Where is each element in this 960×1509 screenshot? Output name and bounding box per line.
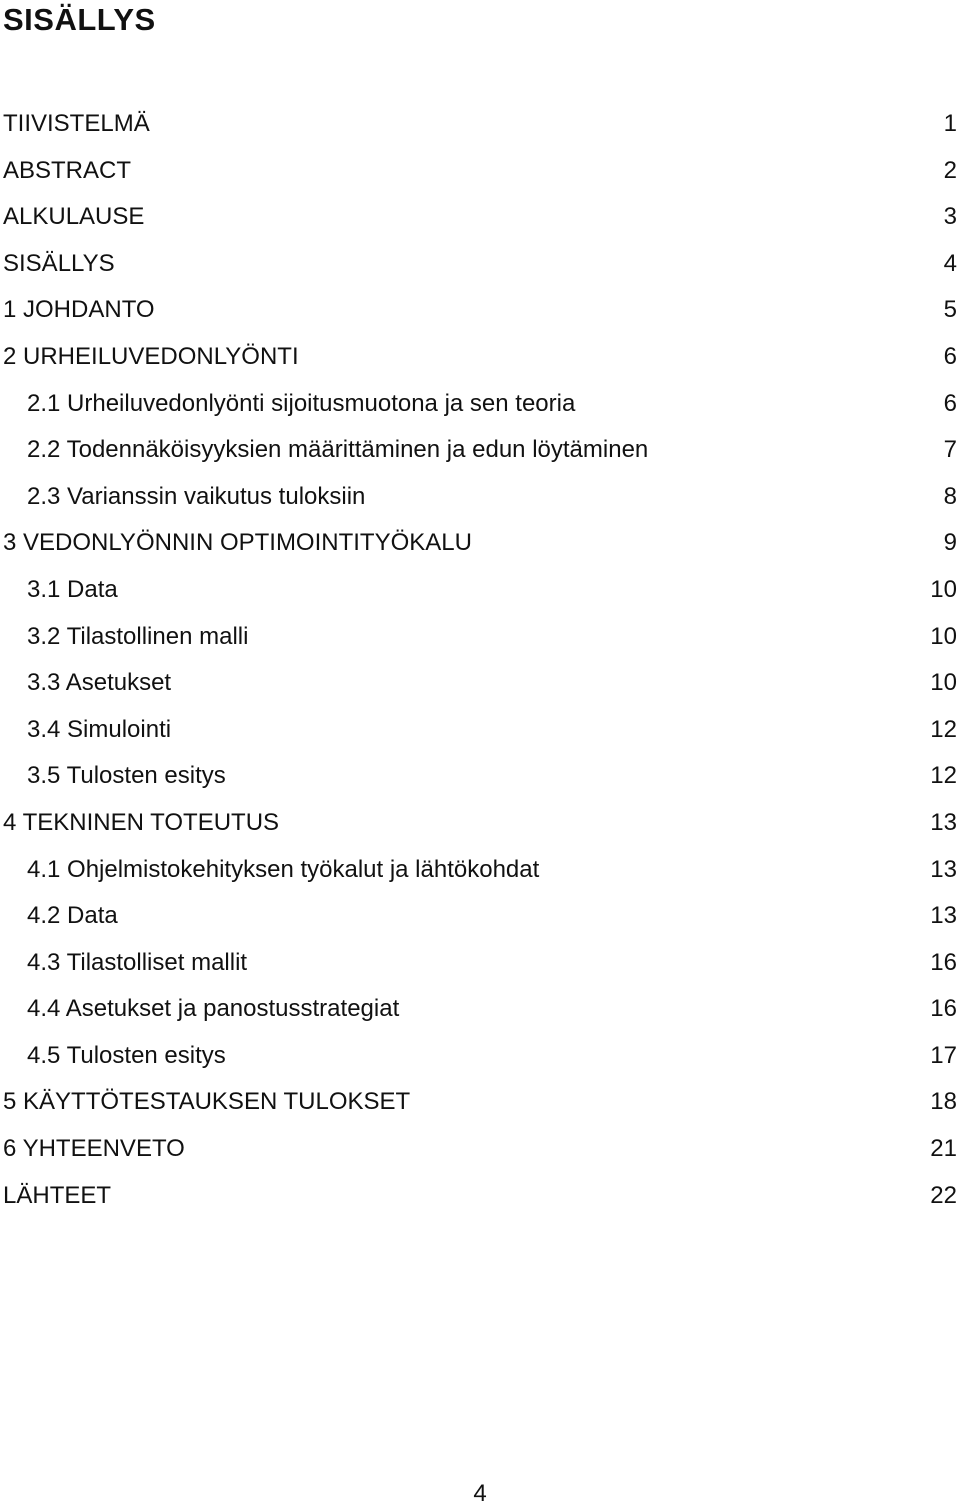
toc-entry-label: 4.2 Data [27, 902, 118, 930]
table-of-contents [0, 104, 960, 1222]
toc-entry-page: 18 [930, 1088, 957, 1116]
toc-entry-page: 10 [930, 622, 957, 650]
toc-entry-page: 16 [930, 948, 957, 976]
toc-entry-label: LÄHTEET [3, 1181, 112, 1209]
toc-entry-label: 5 KÄYTTÖTESTAUKSEN TULOKSET [3, 1088, 411, 1116]
toc-entry [0, 896, 960, 943]
toc-entry-page: 12 [930, 715, 957, 743]
toc-entry-label: 6 YHTEENVETO [3, 1135, 185, 1163]
toc-entry-label: TIIVISTELMÄ [3, 110, 150, 137]
toc-entry [0, 1176, 960, 1223]
toc-entry [0, 663, 960, 710]
toc-entry-page: 13 [930, 855, 957, 883]
toc-entry-label: 2.1 Urheiluvedonlyönti sijoitusmuotona ja sen teoria [27, 389, 576, 417]
toc-entry [0, 477, 960, 524]
toc-entry-label: 3.4 Simulointi [27, 715, 172, 743]
toc-entry [0, 1129, 960, 1176]
toc-entry-page: 2 [943, 156, 957, 184]
toc-entry [0, 384, 960, 431]
toc-entry-label: ALKULAUSE [3, 203, 145, 231]
toc-entry-page: 10 [930, 669, 957, 697]
page-title: SISÄLLYS [3, 2, 156, 37]
toc-entry-page: 4 [943, 249, 957, 277]
toc-entry [0, 337, 960, 384]
page-number: 4 [473, 1480, 487, 1507]
toc-entry [0, 617, 960, 664]
toc-entry [0, 244, 960, 291]
toc-entry-label: 1 JOHDANTO [3, 296, 155, 324]
toc-entry-page: 1 [943, 110, 957, 137]
toc-entry-label: 4.5 Tulosten esitys [27, 1041, 226, 1069]
toc-entry-page: 21 [930, 1135, 957, 1163]
toc-entry-page: 22 [930, 1181, 957, 1209]
toc-entry-label: 4 TEKNINEN TOTEUTUS [3, 808, 280, 836]
toc-entry [0, 1036, 960, 1083]
toc-entry-page: 10 [930, 575, 957, 603]
toc-entry-label: 3.5 Tulosten esitys [27, 762, 226, 790]
toc-entry [0, 151, 960, 198]
toc-entry-label: ABSTRACT [3, 156, 132, 184]
toc-entry-page: 13 [930, 808, 957, 836]
toc-entry [0, 989, 960, 1036]
toc-entry-page: 9 [943, 529, 957, 557]
toc-entry [0, 104, 960, 151]
toc-entry [0, 943, 960, 990]
toc-entry-page: 7 [943, 436, 957, 464]
toc-entry-label: 2 URHEILUVEDONLYÖNTI [3, 342, 299, 370]
toc-entry [0, 430, 960, 477]
toc-entry-page: 13 [930, 902, 957, 930]
toc-entry [0, 850, 960, 897]
toc-entry [0, 710, 960, 757]
toc-entry-page: 17 [930, 1041, 957, 1069]
toc-entry [0, 570, 960, 617]
toc-entry [0, 523, 960, 570]
toc-entry-label: 4.4 Asetukset ja panostusstrategiat [27, 995, 400, 1023]
toc-entry-page: 6 [943, 389, 957, 417]
toc-entry-label: 3.3 Asetukset [27, 669, 172, 697]
toc-entry-label: 4.3 Tilastolliset mallit [27, 948, 248, 976]
toc-entry [0, 197, 960, 244]
toc-entry-page: 12 [930, 762, 957, 790]
toc-entry-label: 3 VEDONLYÖNNIN OPTIMOINTITYÖKALU [3, 529, 472, 557]
toc-entry-label: SISÄLLYS [3, 249, 115, 277]
toc-entry-label: 3.1 Data [27, 575, 118, 603]
toc-entry-page: 5 [943, 296, 957, 324]
toc-entry [0, 803, 960, 850]
toc-entry [0, 1082, 960, 1129]
toc-entry [0, 290, 960, 337]
toc-entry-page: 8 [943, 482, 957, 510]
toc-entry [0, 756, 960, 803]
toc-entry-label: 2.3 Varianssin vaikutus tuloksiin [27, 482, 366, 510]
toc-entry-label: 3.2 Tilastollinen malli [27, 622, 249, 650]
toc-entry-page: 6 [943, 342, 957, 370]
toc-entry-label: 4.1 Ohjelmistokehityksen työkalut ja lähtökohdat [27, 855, 540, 883]
toc-entry-page: 3 [943, 203, 957, 231]
toc-entry-page: 16 [930, 995, 957, 1023]
toc-entry-label: 2.2 Todennäköisyyksien määrittäminen ja edun löytäminen [27, 436, 649, 464]
